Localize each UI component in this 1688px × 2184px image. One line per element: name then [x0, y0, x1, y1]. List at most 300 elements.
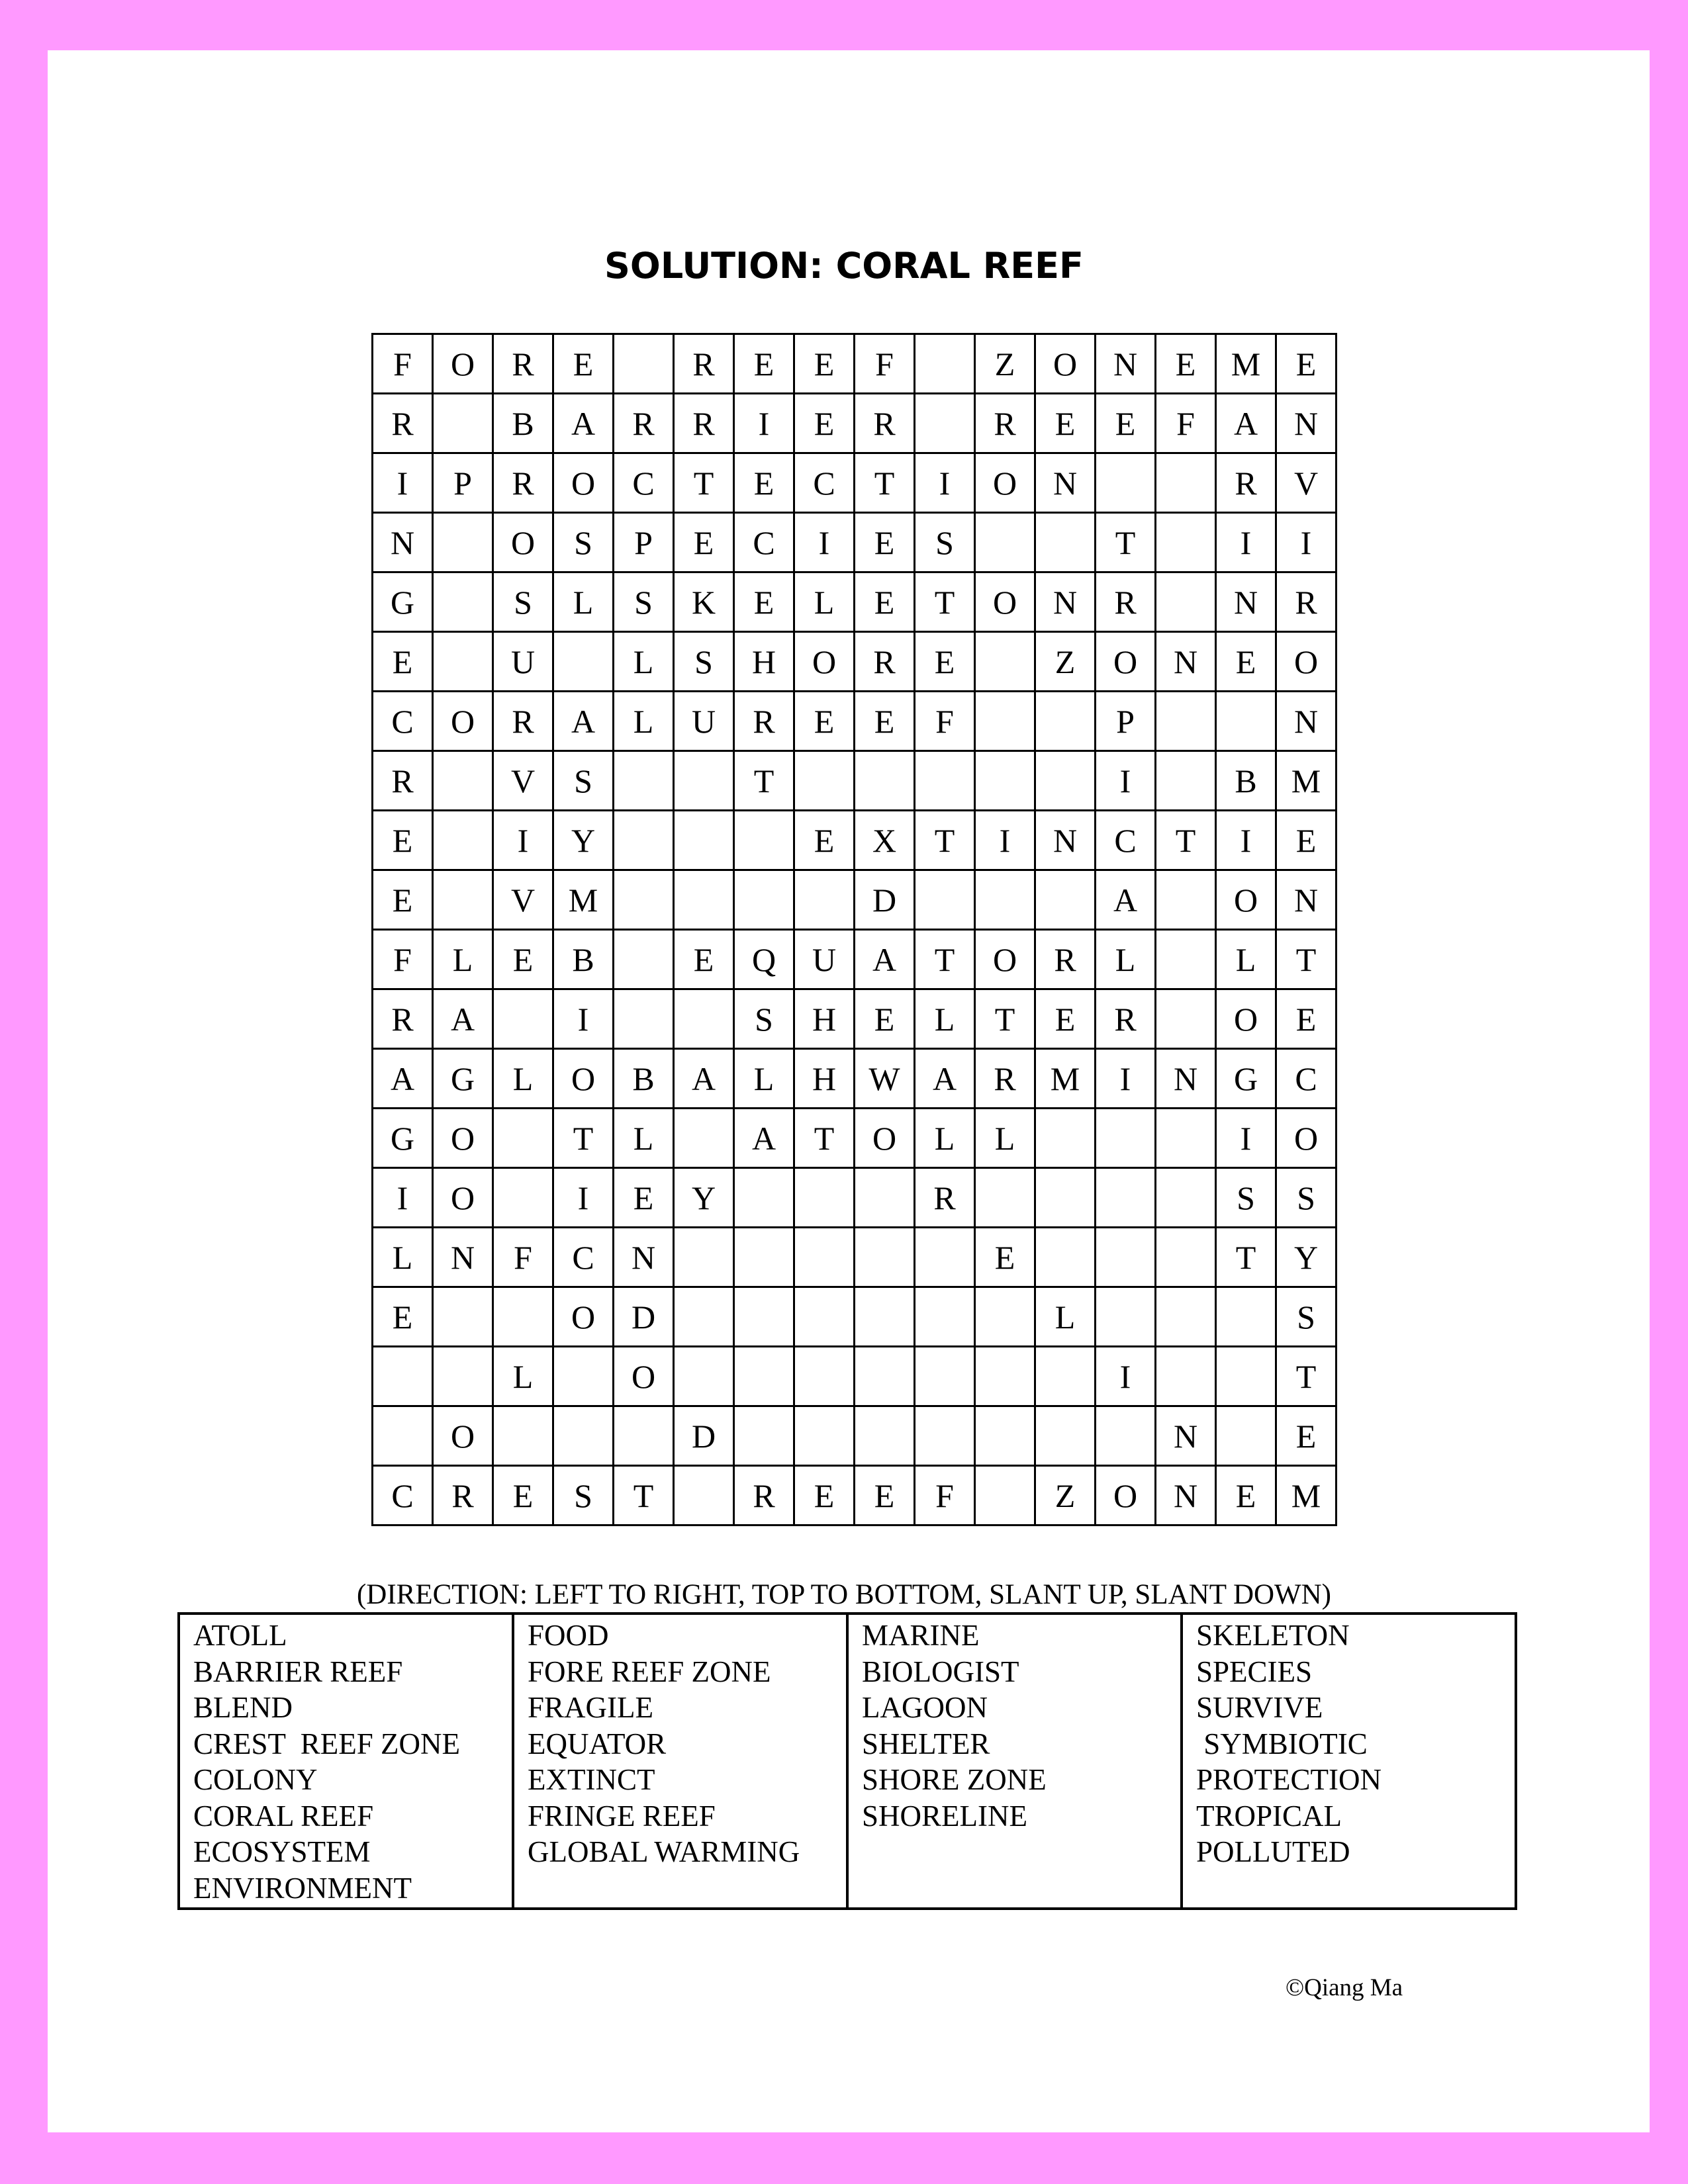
- grid-row: [373, 751, 1336, 811]
- grid-cell: M: [1276, 751, 1336, 811]
- grid-cell: O: [1096, 1466, 1156, 1525]
- grid-cell: [734, 1228, 794, 1287]
- grid-cell: R: [493, 692, 553, 751]
- grid-cell: E: [794, 394, 855, 453]
- grid-cell: C: [614, 453, 674, 513]
- grid-cell: [614, 989, 674, 1049]
- grid-cell: N: [1035, 453, 1096, 513]
- grid-cell: E: [373, 632, 433, 692]
- grid-cell: E: [855, 1466, 915, 1525]
- grid-cell: M: [553, 870, 614, 930]
- grid-cell: [433, 572, 493, 632]
- grid-cell: E: [975, 1228, 1035, 1287]
- grid-cell: R: [734, 1466, 794, 1525]
- grid-cell: [975, 1347, 1035, 1406]
- grid-cell: L: [373, 1228, 433, 1287]
- grid-cell: [493, 1406, 553, 1466]
- word-list-item: BLEND: [193, 1691, 293, 1724]
- grid-row: [373, 870, 1336, 930]
- grid-cell: [915, 751, 975, 811]
- grid-cell: I: [1276, 513, 1336, 572]
- grid-row: [373, 930, 1336, 989]
- grid-cell: L: [734, 1049, 794, 1109]
- grid-cell: D: [614, 1287, 674, 1347]
- direction-note: (DIRECTION: LEFT TO RIGHT, TOP TO BOTTOM, SLANT UP, SLANT DOWN): [356, 1579, 1332, 1610]
- grid-cell: O: [433, 1109, 493, 1168]
- grid-cell: [794, 1406, 855, 1466]
- grid-cell: [855, 1406, 915, 1466]
- grid-cell: [1156, 989, 1216, 1049]
- grid-cell: I: [1216, 513, 1276, 572]
- grid-cell: A: [734, 1109, 794, 1168]
- grid-cell: [855, 1228, 915, 1287]
- grid-cell: I: [734, 394, 794, 453]
- grid-cell: T: [794, 1109, 855, 1168]
- grid-cell: A: [674, 1049, 734, 1109]
- grid-cell: R: [855, 394, 915, 453]
- grid-cell: N: [1035, 811, 1096, 870]
- word-list-item: SHORELINE: [862, 1799, 1027, 1833]
- grid-cell: E: [734, 334, 794, 394]
- grid-cell: M: [1216, 334, 1276, 394]
- grid-cell: [915, 870, 975, 930]
- grid-cell: R: [493, 453, 553, 513]
- grid-cell: [674, 1466, 734, 1525]
- grid-cell: [674, 1287, 734, 1347]
- grid-cell: N: [1276, 394, 1336, 453]
- grid-cell: [734, 1168, 794, 1228]
- grid-cell: [794, 1347, 855, 1406]
- grid-cell: [1035, 1168, 1096, 1228]
- grid-cell: A: [1216, 394, 1276, 453]
- grid-cell: E: [1216, 1466, 1276, 1525]
- grid-cell: Z: [1035, 632, 1096, 692]
- grid-cell: [975, 1406, 1035, 1466]
- grid-cell: [614, 334, 674, 394]
- grid-cell: [433, 1347, 493, 1406]
- word-search-grid: [371, 333, 1337, 1526]
- grid-cell: B: [1216, 751, 1276, 811]
- grid-cell: [975, 1168, 1035, 1228]
- grid-cell: O: [493, 513, 553, 572]
- grid-cell: R: [1096, 989, 1156, 1049]
- grid-cell: K: [674, 572, 734, 632]
- grid-cell: S: [553, 513, 614, 572]
- grid-cell: S: [553, 751, 614, 811]
- grid-cell: H: [794, 1049, 855, 1109]
- grid-row: [373, 1466, 1336, 1525]
- grid-cell: [1096, 1228, 1156, 1287]
- grid-cell: A: [1096, 870, 1156, 930]
- grid-cell: O: [1035, 334, 1096, 394]
- grid-cell: [1096, 1406, 1156, 1466]
- grid-cell: [433, 870, 493, 930]
- grid-cell: L: [433, 930, 493, 989]
- grid-cell: [855, 1287, 915, 1347]
- grid-cell: L: [915, 989, 975, 1049]
- grid-cell: L: [975, 1109, 1035, 1168]
- grid-cell: F: [493, 1228, 553, 1287]
- grid-cell: N: [614, 1228, 674, 1287]
- grid-cell: R: [975, 1049, 1035, 1109]
- grid-cell: E: [855, 513, 915, 572]
- grid-cell: O: [433, 334, 493, 394]
- grid-cell: [1035, 1347, 1096, 1406]
- grid-cell: R: [915, 1168, 975, 1228]
- grid-cell: [1096, 1287, 1156, 1347]
- grid-cell: N: [373, 513, 433, 572]
- grid-cell: L: [553, 572, 614, 632]
- grid-cell: [734, 1347, 794, 1406]
- grid-cell: E: [1156, 334, 1216, 394]
- grid-cell: [674, 1109, 734, 1168]
- grid-cell: T: [1276, 930, 1336, 989]
- grid-cell: [1156, 1287, 1216, 1347]
- grid-cell: L: [493, 1347, 553, 1406]
- grid-cell: R: [674, 334, 734, 394]
- grid-cell: T: [855, 453, 915, 513]
- grid-cell: [1216, 1287, 1276, 1347]
- word-list-item: SPECIES: [1196, 1655, 1313, 1688]
- grid-cell: E: [794, 692, 855, 751]
- grid-cell: T: [1276, 1347, 1336, 1406]
- grid-cell: X: [855, 811, 915, 870]
- grid-cell: B: [553, 930, 614, 989]
- grid-cell: L: [794, 572, 855, 632]
- grid-cell: [1035, 513, 1096, 572]
- word-list-item: TROPICAL: [1196, 1799, 1342, 1833]
- grid-row: [373, 513, 1336, 572]
- copyright: ©Qiang Ma: [1286, 1974, 1403, 2001]
- grid-cell: E: [794, 1466, 855, 1525]
- grid-cell: V: [493, 870, 553, 930]
- word-list-item: MARINE: [862, 1619, 980, 1652]
- grid-cell: I: [1096, 1049, 1156, 1109]
- grid-cell: Y: [1276, 1228, 1336, 1287]
- grid-cell: [794, 1287, 855, 1347]
- grid-cell: S: [915, 513, 975, 572]
- grid-cell: Y: [674, 1168, 734, 1228]
- word-list-item: ENVIRONMENT: [193, 1871, 412, 1905]
- grid-cell: [433, 1287, 493, 1347]
- grid-cell: C: [373, 692, 433, 751]
- grid-cell: F: [915, 692, 975, 751]
- grid-cell: T: [915, 572, 975, 632]
- grid-cell: [915, 1406, 975, 1466]
- grid-cell: [794, 1228, 855, 1287]
- grid-cell: B: [614, 1049, 674, 1109]
- grid-cell: L: [1096, 930, 1156, 989]
- grid-cell: R: [1035, 930, 1096, 989]
- grid-cell: Y: [553, 811, 614, 870]
- grid-cell: T: [674, 453, 734, 513]
- word-list-item: SHORE ZONE: [862, 1763, 1047, 1796]
- grid-cell: [915, 1347, 975, 1406]
- grid-row: [373, 453, 1336, 513]
- grid-cell: S: [614, 572, 674, 632]
- grid-cell: [1156, 870, 1216, 930]
- grid-cell: N: [1156, 1049, 1216, 1109]
- grid-cell: M: [1035, 1049, 1096, 1109]
- word-list-item: LAGOON: [862, 1691, 988, 1724]
- word-list-item: EXTINCT: [528, 1763, 655, 1796]
- grid-cell: [493, 1287, 553, 1347]
- grid-cell: [1216, 1347, 1276, 1406]
- grid-cell: I: [373, 1168, 433, 1228]
- grid-cell: [433, 632, 493, 692]
- grid-cell: [433, 513, 493, 572]
- grid-cell: O: [855, 1109, 915, 1168]
- grid-cell: L: [1216, 930, 1276, 989]
- grid-cell: L: [614, 692, 674, 751]
- grid-cell: R: [734, 692, 794, 751]
- grid-cell: O: [1276, 632, 1336, 692]
- grid-cell: T: [915, 930, 975, 989]
- grid-cell: E: [373, 870, 433, 930]
- grid-cell: H: [734, 632, 794, 692]
- grid-cell: R: [1276, 572, 1336, 632]
- grid-cell: Z: [1035, 1466, 1096, 1525]
- grid-cell: I: [1216, 811, 1276, 870]
- grid-cell: O: [614, 1347, 674, 1406]
- grid-cell: P: [1096, 692, 1156, 751]
- grid-cell: [1096, 1168, 1156, 1228]
- grid-cell: N: [1035, 572, 1096, 632]
- grid-cell: [1035, 751, 1096, 811]
- grid-cell: [1216, 692, 1276, 751]
- grid-cell: E: [1035, 989, 1096, 1049]
- grid-cell: E: [674, 513, 734, 572]
- grid-cell: R: [1096, 572, 1156, 632]
- grid-cell: R: [614, 394, 674, 453]
- grid-row: [373, 1287, 1336, 1347]
- grid-cell: O: [1216, 989, 1276, 1049]
- grid-cell: C: [1276, 1049, 1336, 1109]
- grid-cell: E: [915, 632, 975, 692]
- grid-cell: [734, 811, 794, 870]
- grid-row: [373, 632, 1336, 692]
- grid-cell: B: [493, 394, 553, 453]
- grid-cell: I: [915, 453, 975, 513]
- grid-cell: E: [1276, 1406, 1336, 1466]
- grid-cell: U: [493, 632, 553, 692]
- grid-cell: W: [855, 1049, 915, 1109]
- grid-cell: [975, 692, 1035, 751]
- grid-cell: R: [433, 1466, 493, 1525]
- grid-cell: T: [734, 751, 794, 811]
- grid-cell: L: [1035, 1287, 1096, 1347]
- word-list-box: [177, 1612, 1517, 1910]
- grid-cell: [1156, 513, 1216, 572]
- grid-cell: O: [975, 572, 1035, 632]
- grid-cell: R: [855, 632, 915, 692]
- grid-cell: [614, 751, 674, 811]
- grid-cell: T: [1156, 811, 1216, 870]
- grid-cell: C: [734, 513, 794, 572]
- word-list-item: SYMBIOTIC: [1196, 1727, 1368, 1760]
- grid-cell: R: [493, 334, 553, 394]
- grid-cell: [915, 1287, 975, 1347]
- word-list-column: [1183, 1615, 1515, 1907]
- grid-cell: E: [794, 811, 855, 870]
- grid-cell: [614, 870, 674, 930]
- grid-cell: E: [1216, 632, 1276, 692]
- grid-cell: [794, 870, 855, 930]
- grid-cell: E: [1276, 811, 1336, 870]
- grid-cell: O: [553, 453, 614, 513]
- grid-cell: [975, 1466, 1035, 1525]
- word-list-item: COLONY: [193, 1763, 318, 1796]
- grid-cell: R: [975, 394, 1035, 453]
- grid-cell: [493, 989, 553, 1049]
- grid-cell: [975, 870, 1035, 930]
- grid-cell: F: [915, 1466, 975, 1525]
- grid-cell: E: [493, 1466, 553, 1525]
- grid-cell: T: [614, 1466, 674, 1525]
- grid-cell: E: [855, 692, 915, 751]
- word-list-item: FORE REEF ZONE: [528, 1655, 771, 1688]
- grid-cell: C: [373, 1466, 433, 1525]
- word-list-item: SHELTER: [862, 1727, 990, 1760]
- grid-cell: L: [614, 632, 674, 692]
- grid-cell: I: [1216, 1109, 1276, 1168]
- grid-cell: S: [493, 572, 553, 632]
- grid-cell: S: [1276, 1168, 1336, 1228]
- grid-cell: U: [674, 692, 734, 751]
- grid-cell: [1156, 1109, 1216, 1168]
- grid-cell: [674, 1228, 734, 1287]
- word-list-item: SKELETON: [1196, 1619, 1350, 1652]
- grid-cell: T: [1096, 513, 1156, 572]
- grid-cell: [855, 1347, 915, 1406]
- grid-cell: [855, 1168, 915, 1228]
- grid-cell: O: [1276, 1109, 1336, 1168]
- word-list-item: FRINGE REEF: [528, 1799, 716, 1833]
- grid-cell: O: [433, 1406, 493, 1466]
- grid-cell: [915, 394, 975, 453]
- grid-cell: [915, 334, 975, 394]
- grid-cell: I: [1096, 1347, 1156, 1406]
- grid-cell: L: [915, 1109, 975, 1168]
- grid-cell: O: [1096, 632, 1156, 692]
- grid-cell: G: [433, 1049, 493, 1109]
- grid-cell: [553, 1347, 614, 1406]
- grid-cell: [975, 513, 1035, 572]
- grid-cell: T: [553, 1109, 614, 1168]
- grid-cell: O: [433, 1168, 493, 1228]
- grid-cell: [433, 811, 493, 870]
- grid-cell: [855, 751, 915, 811]
- grid-cell: O: [1216, 870, 1276, 930]
- grid-cell: E: [794, 334, 855, 394]
- grid-cell: [1156, 1228, 1216, 1287]
- grid-cell: C: [794, 453, 855, 513]
- grid-cell: S: [553, 1466, 614, 1525]
- grid-cell: V: [1276, 453, 1336, 513]
- grid-cell: [614, 811, 674, 870]
- grid-cell: [493, 1168, 553, 1228]
- grid-cell: M: [1276, 1466, 1336, 1525]
- grid-cell: [1035, 692, 1096, 751]
- grid-cell: R: [373, 989, 433, 1049]
- grid-cell: [1096, 453, 1156, 513]
- grid-cell: [794, 1168, 855, 1228]
- grid-cell: [674, 751, 734, 811]
- grid-cell: I: [553, 1168, 614, 1228]
- grid-cell: [975, 632, 1035, 692]
- word-list-item: FRAGILE: [528, 1691, 653, 1724]
- grid-cell: [975, 1287, 1035, 1347]
- grid-cell: A: [855, 930, 915, 989]
- grid-cell: F: [373, 334, 433, 394]
- grid-cell: N: [433, 1228, 493, 1287]
- grid-cell: E: [373, 811, 433, 870]
- grid-row: [373, 1406, 1336, 1466]
- grid-cell: G: [1216, 1049, 1276, 1109]
- grid-cell: [1096, 1109, 1156, 1168]
- grid-cell: N: [1156, 1466, 1216, 1525]
- word-list-column: [514, 1615, 849, 1907]
- grid-row: [373, 334, 1336, 394]
- grid-cell: A: [433, 989, 493, 1049]
- grid-cell: S: [734, 989, 794, 1049]
- grid-cell: [734, 1287, 794, 1347]
- grid-cell: E: [734, 453, 794, 513]
- word-list-item: BIOLOGIST: [862, 1655, 1019, 1688]
- grid-row: [373, 1109, 1336, 1168]
- grid-cell: E: [553, 334, 614, 394]
- grid-row: [373, 692, 1336, 751]
- grid-cell: E: [674, 930, 734, 989]
- grid-cell: F: [1156, 394, 1216, 453]
- grid-row: [373, 394, 1336, 453]
- grid-cell: [553, 1406, 614, 1466]
- grid-cell: G: [373, 572, 433, 632]
- grid-cell: O: [794, 632, 855, 692]
- grid-cell: R: [373, 751, 433, 811]
- grid-cell: I: [373, 453, 433, 513]
- word-list-item: CREST REEF ZONE: [193, 1727, 460, 1760]
- word-list-item: GLOBAL WARMING: [528, 1835, 800, 1868]
- grid-cell: N: [1276, 870, 1336, 930]
- grid-cell: E: [373, 1287, 433, 1347]
- grid-row: [373, 1168, 1336, 1228]
- grid-cell: [614, 1406, 674, 1466]
- grid-cell: E: [855, 572, 915, 632]
- grid-cell: [493, 1109, 553, 1168]
- grid-cell: [1035, 1406, 1096, 1466]
- grid-cell: I: [493, 811, 553, 870]
- grid-cell: P: [433, 453, 493, 513]
- page-title: SOLUTION: CORAL REEF: [604, 245, 1084, 287]
- grid-cell: D: [855, 870, 915, 930]
- grid-cell: E: [855, 989, 915, 1049]
- grid-row: [373, 1347, 1336, 1406]
- grid-cell: [1035, 1228, 1096, 1287]
- grid-cell: I: [794, 513, 855, 572]
- grid-cell: I: [975, 811, 1035, 870]
- grid-cell: O: [975, 930, 1035, 989]
- grid-cell: E: [614, 1168, 674, 1228]
- grid-cell: [1156, 1347, 1216, 1406]
- grid-cell: G: [373, 1109, 433, 1168]
- grid-cell: [614, 930, 674, 989]
- grid-cell: [1156, 572, 1216, 632]
- grid-cell: [674, 870, 734, 930]
- grid-cell: [1156, 453, 1216, 513]
- grid-cell: [915, 1228, 975, 1287]
- word-list-item: SURVIVE: [1196, 1691, 1323, 1724]
